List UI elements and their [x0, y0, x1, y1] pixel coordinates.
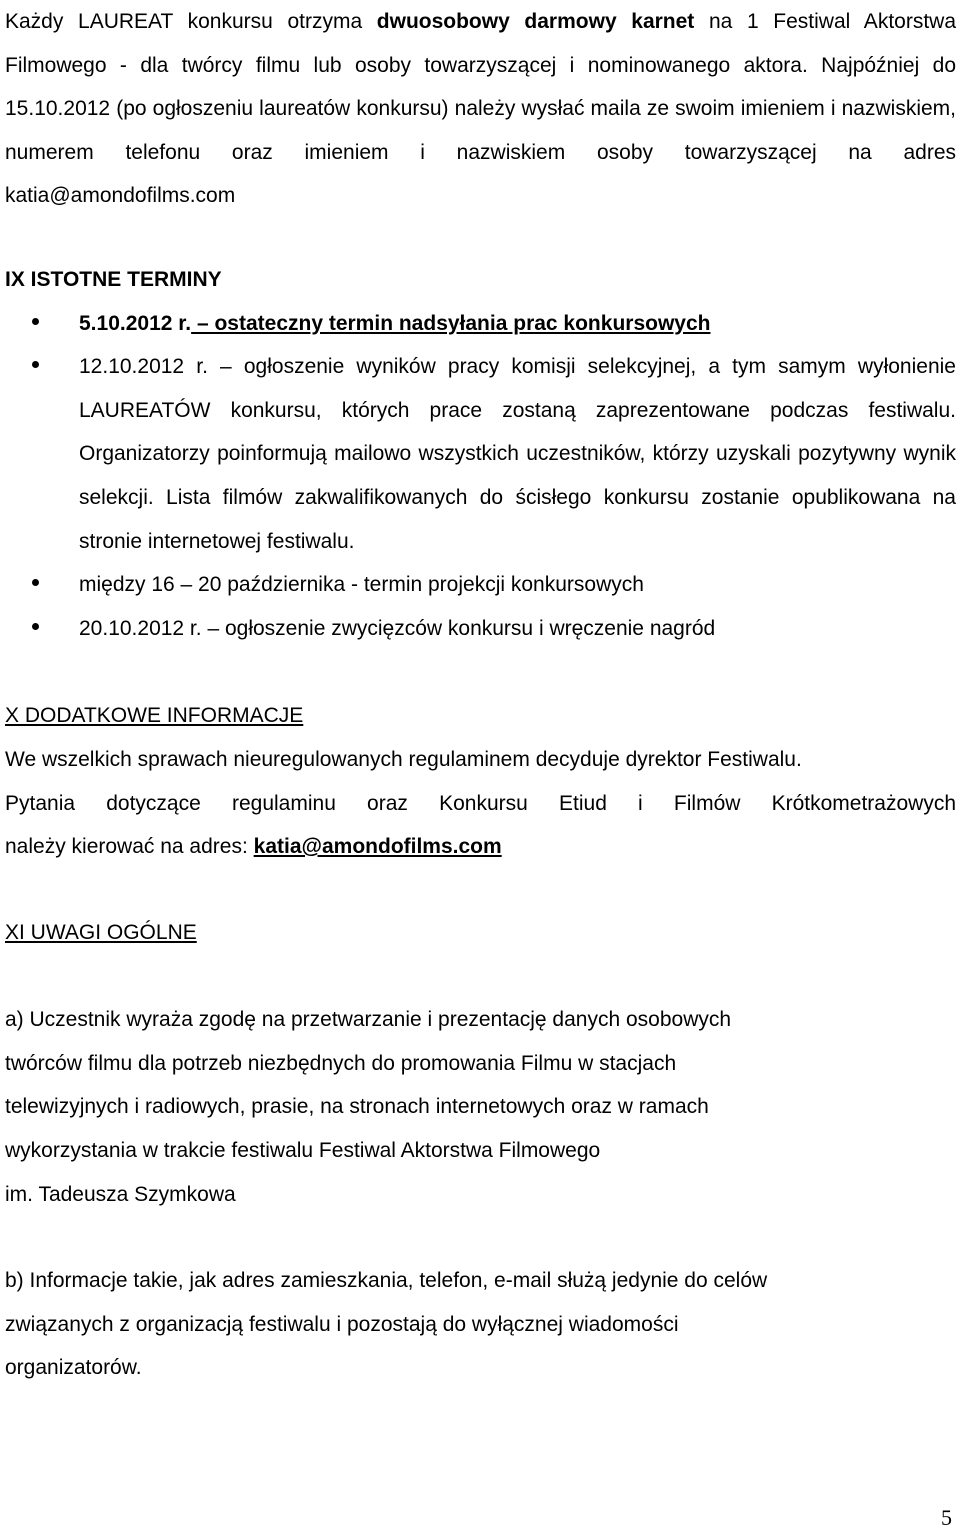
term-date: 20.10.2012 r.	[79, 616, 202, 640]
term-dash: –	[191, 311, 215, 335]
contact-label: należy kierować na adres:	[5, 835, 254, 859]
term-dash: –	[207, 355, 244, 379]
document-page	[5, 0, 956, 1390]
section-9-title: IX ISTOTNE TERMINY	[5, 267, 222, 291]
section-11-title: XI UWAGI OGÓLNE	[5, 920, 197, 944]
laureat-text-1: Każdy LAUREAT konkursu otrzyma	[5, 10, 377, 33]
term-text-underlined	[191, 312, 710, 335]
note-line: b) Informacje takie, jak adres zamieszkania, telefon, e-mail służą jedynie do celów	[5, 1269, 768, 1293]
list-item	[5, 345, 956, 563]
note-line: wykorzystania w trakcie festiwalu Festiwal Aktorstwa Filmowego	[5, 1139, 601, 1163]
laureat-bold-text: dwuosobowy darmowy karnet	[376, 10, 695, 33]
section-10-paragraph-1: We wszelkich sprawach nieuregulowanych regulaminem decyduje dyrektor Festiwalu.	[5, 747, 802, 771]
term-dash: –	[201, 616, 225, 640]
note-line: telewizyjnych i radiowych, prasie, na stronach internetowych oraz w ramach	[5, 1095, 709, 1119]
term-text: między 16 – 20 października - termin projekcji konkursowych	[79, 573, 644, 597]
note-a	[5, 998, 956, 1216]
section-10-paragraph-2-line-1: Pytania dotyczące regulaminu oraz Konkursu Etiud i Filmów Krótkometrażowych	[5, 791, 956, 815]
section-10-paragraph-2-line-2	[5, 825, 956, 869]
note-line: związanych z organizacją festiwalu i pozostają do wyłącznej wiadomości	[5, 1312, 679, 1336]
bullet-icon	[32, 623, 39, 630]
list-item	[5, 607, 956, 651]
contact-email-link[interactable]: katia@amondofilms.com	[253, 835, 502, 859]
note-line: twórców filmu dla potrzeb niezbędnych do promowania Filmu w stacjach	[5, 1051, 677, 1075]
term-text: ogłoszenie zwycięzców konkursu i wręczenie nagród	[224, 616, 716, 640]
section-10-title: X DODATKOWE INFORMACJE	[5, 704, 304, 728]
term-text: ogłoszenie wyników pracy komisji selekcyjnej, a tym samym wyłonienie LAUREATÓW konkursu, których prace zostaną zaprezentowane podczas festiwalu. Organizatorzy poinformują mailowo wszystkich uczestników, którzy uzyskali pozytywny wynik selekcji. Lista filmów zakwalifikowanych do ścisłego konkursu zostanie opublikowana na stronie internetowej festiwalu.	[79, 355, 956, 553]
terms-list	[5, 302, 956, 651]
list-item	[5, 302, 956, 346]
term-text: ostateczny termin nadsyłania prac konkursowych	[214, 311, 711, 335]
bullet-icon	[32, 579, 39, 586]
bullet-icon	[32, 318, 39, 325]
term-date: 12.10.2012 r.	[79, 355, 208, 379]
laureat-paragraph	[5, 0, 956, 218]
note-b	[5, 1259, 956, 1390]
laureat-text-2: na 1 Festiwal Aktorstwa Filmowego - dla twórcy filmu lub osoby towarzyszącej i nominowanego aktora. Najpóźniej do 15.10.2012 (po ogłoszeniu laureatów konkursu) należy wysłać maila ze swoim imieniem i nazwiskiem, numerem telefonu oraz imieniem i nazwiskiem osoby towarzyszącej na adres katia@amondofilms.com	[5, 10, 957, 208]
note-line: im. Tadeusza Szymkowa	[5, 1182, 236, 1206]
note-line: a) Uczestnik wyraża zgodę na przetwarzanie i prezentację danych osobowych	[5, 1008, 732, 1032]
note-line: organizatorów.	[5, 1356, 142, 1380]
bullet-icon	[32, 361, 39, 368]
page-number: 5	[941, 1505, 952, 1530]
list-item	[5, 563, 956, 607]
term-date: 5.10.2012 r.	[79, 311, 192, 335]
